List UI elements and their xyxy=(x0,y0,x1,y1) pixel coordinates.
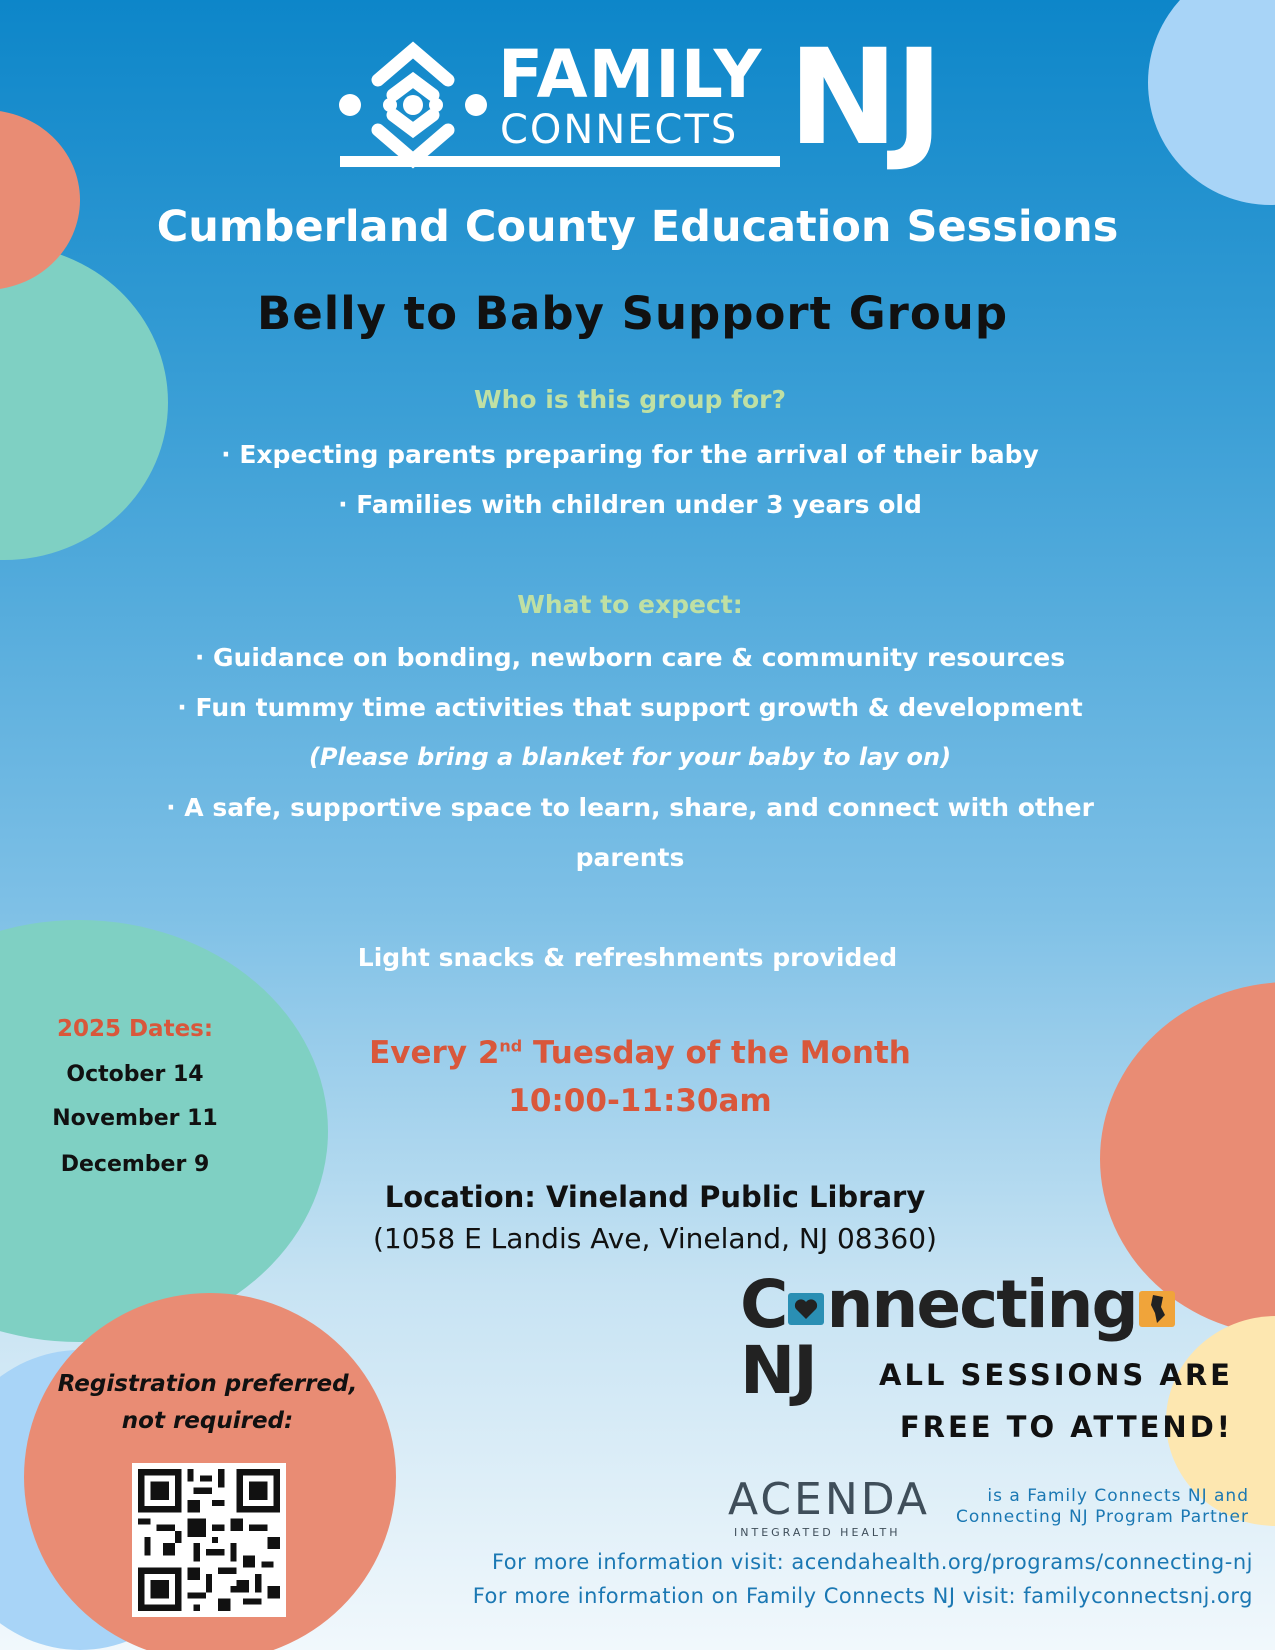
logo-underline xyxy=(340,156,780,167)
family-connects-nj-logo xyxy=(338,21,940,190)
free-line-2: FREE TO ATTEND! xyxy=(899,1410,1233,1444)
schedule-time: 10:00-11:30am xyxy=(508,1083,772,1119)
dates-heading: 2025 Dates: xyxy=(56,1016,214,1042)
logo-connects-text: CONNECTS xyxy=(500,107,739,153)
who-item: · Expecting parents preparing for the arrival of their baby xyxy=(221,440,1039,469)
logo-nj-text: NJ xyxy=(788,21,940,175)
date-item: October 14 xyxy=(66,1062,204,1087)
cnj-nj: NJ xyxy=(740,1332,816,1409)
who-heading: Who is this group for? xyxy=(474,385,786,414)
schedule-sup: nd xyxy=(499,1036,523,1056)
schedule-line xyxy=(250,1035,1030,1071)
expect-item-cont: parents xyxy=(575,843,685,872)
who-item: · Families with children under 3 years old xyxy=(338,490,922,519)
info-link-acenda[interactable]: For more information visit: acendahealth.org/programs/connecting-nj xyxy=(491,1550,1253,1574)
date-item: November 11 xyxy=(52,1106,218,1131)
partner-line: is a Family Connects NJ and xyxy=(987,1486,1249,1506)
decor-circle-top-right xyxy=(1148,0,1275,205)
expect-item: · Guidance on bonding, newborn care & community resources xyxy=(194,643,1066,672)
expect-item: · Fun tummy time activities that support growth & development xyxy=(177,693,1083,722)
location-address: (1058 E Landis Ave, Vineland, NJ 08360) xyxy=(373,1222,937,1255)
expect-heading: What to expect: xyxy=(517,590,743,619)
date-item: December 9 xyxy=(60,1152,210,1177)
schedule-prefix: Every 2 xyxy=(369,1035,500,1071)
snacks-note: Light snacks & refreshments provided xyxy=(357,943,898,972)
cnj-nnecting: nnecting xyxy=(826,1266,1137,1343)
page-title: Cumberland County Education Sessions xyxy=(156,202,1119,252)
partner-note xyxy=(919,1486,1249,1529)
group-name: Belly to Baby Support Group xyxy=(256,287,1009,340)
expect-note: (Please bring a blanket for your baby to lay on) xyxy=(308,743,952,771)
decor-circle-dates xyxy=(0,920,328,1342)
registration-qr-code[interactable] xyxy=(132,1463,286,1617)
puzzle-nj-icon xyxy=(1137,1285,1177,1331)
logo-family-text: FAMILY xyxy=(498,36,763,113)
expect-item: · A safe, supportive space to learn, share, and connect with other xyxy=(166,793,1094,822)
info-link-familyconnects[interactable]: For more information on Family Connects NJ visit: familyconnectsnj.org xyxy=(472,1584,1253,1608)
registration-note: Registration preferred, not required: xyxy=(57,1371,358,1434)
partner-line: Connecting NJ Program Partner xyxy=(955,1507,1249,1528)
acenda-name: ACENDA xyxy=(728,1474,930,1525)
acenda-logo xyxy=(728,1474,930,1539)
puzzle-heart-icon xyxy=(786,1285,826,1331)
cnj-c: C xyxy=(740,1266,787,1343)
acenda-subtitle: INTEGRATED HEALTH xyxy=(734,1526,901,1539)
family-connects-icon xyxy=(338,40,488,170)
free-line-1: ALL SESSIONS ARE xyxy=(879,1358,1233,1392)
schedule-suffix: Tuesday of the Month xyxy=(522,1035,911,1071)
location-label: Location: Vineland Public Library xyxy=(384,1180,926,1214)
